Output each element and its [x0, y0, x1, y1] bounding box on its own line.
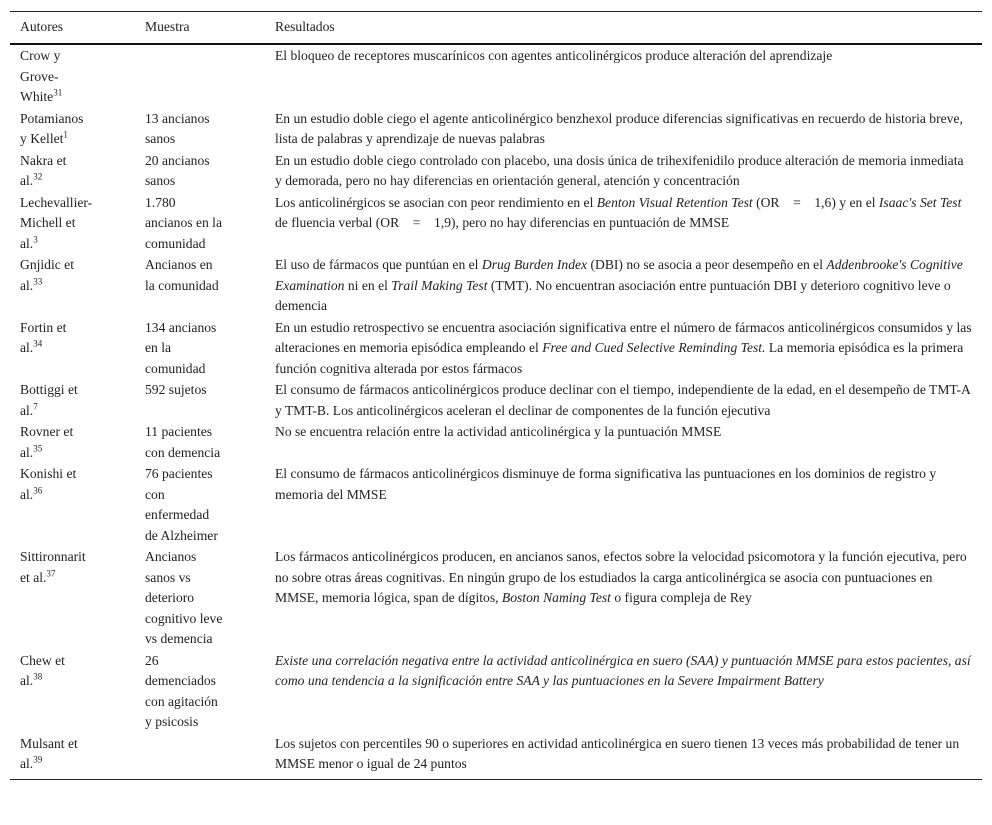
table-row	[10, 254, 982, 317]
sample-line: demenciados	[145, 673, 216, 688]
author-line: Crow y	[20, 48, 61, 63]
results-text: (TMT). No encuentran asociación entre puntuación DBI y deterioro cognitivo leve o demencia	[275, 277, 951, 313]
author-line: al.	[20, 173, 34, 188]
results-text: En un estudio doble ciego controlado con placebo, una dosis única de trihexifenidilo produce alteración de memoria inmediata y demorada, pero no hay diferencias en orientación general, atención y concentración	[275, 152, 964, 188]
reference-number: 37	[46, 567, 56, 578]
author-line: Sittironnarit	[20, 549, 86, 564]
table-row	[10, 379, 982, 421]
reference-number: 39	[33, 754, 43, 765]
table-row	[10, 44, 982, 108]
results-cell	[265, 317, 982, 380]
results-text: El consumo de fármacos anticolinérgicos produce declinar con el tiempo, independiente de la edad, en el desempeño de TMT-A y TMT-B. Los anticolinérgicos aceleran el declinar de componentes de la función ejecutiva	[275, 382, 971, 418]
results-cell	[265, 546, 982, 650]
author-cell	[10, 421, 135, 463]
results-text: El consumo de fármacos anticolinérgicos disminuye de forma significativa las puntuaciones en los dominios de registro y memoria del MMSE	[275, 466, 937, 502]
results-italic-text: Trail Making Test	[391, 277, 488, 293]
reference-number: 36	[33, 484, 43, 495]
author-line: al.	[20, 277, 34, 293]
author-cell	[10, 546, 135, 650]
results-cell	[265, 421, 982, 463]
reference-number: 7	[33, 400, 38, 411]
results-italic-text: Addenbrooke's Cognitive Examination	[275, 257, 963, 293]
table-row	[10, 108, 982, 150]
results-text: (OR = 1,6) y en el	[752, 194, 879, 210]
results-cell	[265, 44, 982, 108]
sample-line: sanos vs	[145, 569, 191, 585]
sample-cell	[135, 317, 265, 380]
sample-line: 134 ancianos	[145, 319, 217, 335]
sample-line: enfermedad	[145, 507, 210, 522]
author-cell	[10, 44, 135, 108]
header-authors: Autores	[10, 12, 135, 45]
sample-line: 13 ancianos	[145, 110, 210, 126]
results-cell	[265, 650, 982, 733]
author-cell	[10, 733, 135, 780]
table-row	[10, 463, 982, 546]
sample-line: sanos	[145, 173, 176, 188]
author-cell	[10, 192, 135, 255]
author-line: Nakra et	[20, 152, 67, 168]
author-line: Rovner et	[20, 424, 74, 439]
sample-line: comunidad	[145, 235, 206, 251]
results-text: La memoria episódica es la primera función cognitiva alterada por estos fármacos	[275, 340, 964, 376]
results-text: Los fármacos anticolinérgicos producen, en ancianos sanos, efectos sobre la velocidad psicomotora y la función ejecutiva, pero no sobre otras áreas cognitivas. En ningún grupo de los estudiados la carga anticolinérgica se asocia con puntuaciones en MMSE, memoria lógica, span de dígitos,	[275, 549, 967, 605]
sample-cell	[135, 254, 265, 317]
sample-line: 76 pacientes	[145, 466, 213, 481]
author-line: Potamianos	[20, 110, 84, 126]
table-row	[10, 317, 982, 380]
sample-line: 26	[145, 652, 159, 668]
author-line: Grove-	[20, 68, 59, 84]
results-cell	[265, 192, 982, 255]
reference-number: 32	[33, 171, 43, 182]
table-row	[10, 650, 982, 733]
header-results: Resultados	[265, 12, 982, 45]
sample-line: de Alzheimer	[145, 527, 218, 543]
sample-cell	[135, 379, 265, 421]
table-row	[10, 192, 982, 255]
sample-cell	[135, 150, 265, 192]
results-cell	[265, 733, 982, 780]
author-line: Fortin et	[20, 319, 67, 335]
author-cell	[10, 317, 135, 380]
author-cell	[10, 379, 135, 421]
results-text: El uso de fármacos que puntúan en el	[275, 257, 482, 272]
author-line: Gnjidic et	[20, 257, 74, 272]
sample-line: con agitación	[145, 693, 218, 709]
results-cell	[265, 463, 982, 546]
author-line: al.	[20, 673, 34, 688]
sample-line: Ancianos en	[145, 257, 213, 272]
results-text: (DBI) no se asocia a peor desempeño en el	[587, 257, 827, 272]
table-row	[10, 150, 982, 192]
sample-line: 592 sujetos	[145, 382, 207, 397]
sample-line: la comunidad	[145, 277, 219, 293]
results-cell	[265, 254, 982, 317]
table-body	[10, 44, 982, 779]
results-text: Los anticolinérgicos se asocian con peor rendimiento en el	[275, 194, 597, 210]
results-italic-text: Isaac's Set Test	[878, 194, 962, 210]
results-cell	[265, 379, 982, 421]
sample-line: 1.780	[145, 194, 176, 210]
results-italic-text: Benton Visual Retention Test	[596, 194, 753, 210]
sample-line: 20 ancianos	[145, 152, 210, 168]
author-line: Konishi et	[20, 466, 77, 481]
results-text: En un estudio retrospectivo se encuentra asociación significativa entre el número de fármacos anticolinérgicos consumidos y las alteraciones en memoria episódica empleando el	[275, 319, 972, 355]
author-line: al.	[20, 486, 34, 502]
results-italic-text: Drug Burden Index	[481, 257, 588, 272]
author-line: al.	[20, 340, 34, 355]
author-line: Chew et	[20, 652, 65, 668]
author-line: White	[20, 89, 54, 104]
author-line: y Kellet	[20, 131, 64, 146]
reference-number: 34	[33, 338, 43, 349]
sample-cell	[135, 463, 265, 546]
author-cell	[10, 108, 135, 150]
author-cell	[10, 254, 135, 317]
author-line: Lechevallier-	[20, 194, 93, 210]
author-line: Bottiggi et	[20, 382, 78, 397]
table-row	[10, 733, 982, 780]
results-text: Los sujetos con percentiles 90 o superiores en actividad anticolinérgica en suero tienen 13 veces más probabilidad de tener un MMSE menor o igual de 24 puntos	[275, 735, 960, 771]
sample-cell	[135, 192, 265, 255]
results-text: No se encuentra relación entre la actividad anticolinérgica y la puntuación MMSE	[275, 424, 722, 439]
sample-line: Ancianos	[145, 549, 197, 564]
results-italic-text: Boston Naming Test	[501, 590, 611, 605]
author-line: Michell et	[20, 215, 76, 230]
sample-cell	[135, 421, 265, 463]
reference-number: 31	[53, 87, 63, 98]
sample-cell	[135, 546, 265, 650]
results-text: o figura compleja de Rey	[610, 590, 752, 605]
sample-cell	[135, 44, 265, 108]
sample-line: cognitivo leve	[145, 610, 223, 626]
sample-line: ancianos en la	[145, 215, 222, 230]
reference-number: 1	[63, 129, 68, 140]
author-line: al.	[20, 235, 34, 251]
reference-number: 33	[33, 275, 43, 286]
results-text: ni en el	[344, 277, 392, 293]
reference-number: 35	[33, 442, 43, 453]
results-italic-text: Free and Cued Selective Reminding Test.	[542, 340, 766, 355]
results-text: El bloqueo de receptores muscarínicos con agentes anticolinérgicos produce alteración del aprendizaje	[275, 48, 833, 63]
table-row	[10, 421, 982, 463]
results-cell	[265, 150, 982, 192]
author-line: et al.	[20, 569, 47, 585]
results-text: de fluencia verbal (OR = 1,9), pero no hay diferencias en puntuación de MMSE	[275, 215, 730, 230]
results-text: En un estudio doble ciego el agente anticolinérgico benzhexol produce diferencias significativas en recuerdo de historia breve, lista de palabras y aprendizaje de nuevas palabras	[275, 110, 963, 146]
author-line: Mulsant et	[20, 735, 78, 751]
sample-line: deterioro	[145, 590, 195, 605]
table-header-row	[10, 12, 982, 45]
table-row	[10, 546, 982, 650]
author-cell	[10, 150, 135, 192]
sample-line: 11 pacientes	[145, 424, 213, 439]
author-line: al.	[20, 444, 34, 460]
sample-cell	[135, 650, 265, 733]
sample-line: vs demencia	[145, 631, 213, 646]
author-cell	[10, 650, 135, 733]
results-cell	[265, 108, 982, 150]
reference-number: 38	[33, 671, 43, 682]
sample-line: con demencia	[145, 444, 221, 460]
author-cell	[10, 463, 135, 546]
sample-cell	[135, 108, 265, 150]
reference-number: 3	[33, 233, 38, 244]
sample-line: comunidad	[145, 360, 206, 376]
author-line: al.	[20, 402, 34, 418]
studies-table	[10, 11, 982, 780]
sample-line: y psicosis	[145, 714, 199, 729]
results-italic-text: Existe una correlación negativa entre la actividad anticolinérgica en suero (SAA) y puntuación MMSE para estos pacientes, así como una tendencia a la significación entre SAA y las puntuaciones en la Severe Impairment Battery	[275, 652, 971, 688]
sample-line: sanos	[145, 131, 176, 146]
header-sample: Muestra	[135, 12, 265, 45]
author-line: al.	[20, 756, 34, 771]
sample-line: con	[145, 486, 165, 502]
sample-line: en la	[145, 340, 172, 355]
sample-cell	[135, 733, 265, 780]
